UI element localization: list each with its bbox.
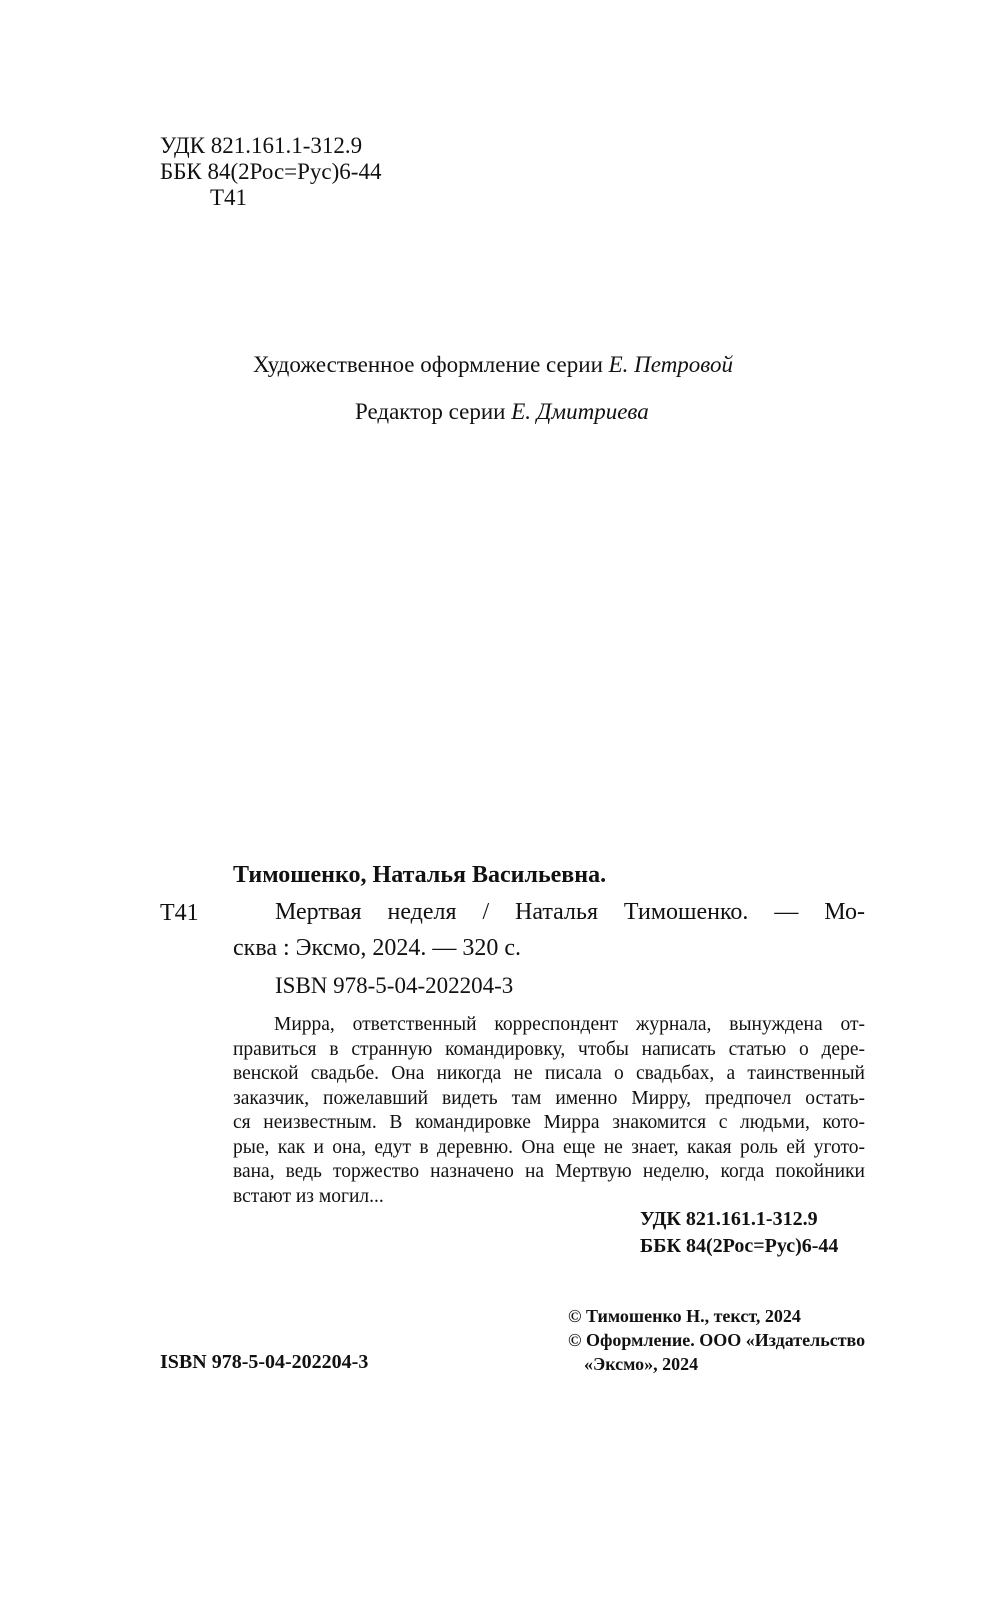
author-heading: Тимошенко, Наталья Васильевна. (233, 862, 607, 888)
design-credit-name: Е. Петровой (608, 352, 733, 377)
bbk-top: ББК 84(2Рос=Рус)6-44 (160, 159, 382, 184)
annotation-line: встают из могил... (233, 1185, 384, 1207)
editor-credit-label: Редактор серии (355, 399, 512, 424)
design-credit-label: Художественное оформление серии (253, 352, 609, 377)
annotation-line: заказчик, пожелавший видеть там именно Мирру, предпочел остать- (233, 1087, 865, 1109)
isbn-footer: ISBN 978-5-04-202204-3 (160, 1351, 369, 1373)
copyright-design-cont: «Эксмо», 2024 (584, 1354, 699, 1374)
annotation (233, 1013, 865, 1209)
copyright-text: © Тимошенко Н., текст, 2024 (568, 1306, 801, 1326)
design-credit (253, 351, 733, 379)
bbk-bottom: ББК 84(2Рос=Рус)6-44 (640, 1235, 839, 1257)
editor-credit (355, 398, 649, 426)
udk-top: УДК 821.161.1-312.9 (160, 133, 363, 158)
annotation-line: вана, ведь торжество назначено на Мертвую неделю, когда покойники (233, 1161, 865, 1182)
udk-bottom: УДК 821.161.1-312.9 (640, 1208, 818, 1230)
editor-credit-name: Е. Дмитриева (511, 399, 649, 424)
book-description-line2: сква : Эксмо, 2024. — 320 с. (233, 935, 522, 961)
annotation-line: ся неизвестным. В командировке Мирра знакомится с людьми, кото- (233, 1112, 865, 1133)
author-code: Т41 (160, 900, 199, 926)
book-description-line1: Мертвая неделя / Наталья Тимошенко. — Мо- (275, 899, 865, 925)
annotation-line: венской свадьбе. Она никогда не писала о свадьбах, а таинственный (233, 1063, 865, 1084)
book-description (233, 894, 865, 966)
author-code-top: Т41 (210, 185, 248, 210)
annotation-line: рые, как и она, едут в деревню. Она еще не знает, какая роль ей угото- (233, 1136, 865, 1158)
isbn-record: ISBN 978-5-04-202204-3 (275, 973, 514, 998)
copyright-design: © Оформление. ООО «Издательство (568, 1330, 866, 1350)
annotation-line: правиться в странную командировку, чтобы написать статью о дере- (233, 1038, 865, 1060)
annotation-line: Мирра, ответственный корреспондент журнала, вынуждена от- (274, 1014, 865, 1035)
